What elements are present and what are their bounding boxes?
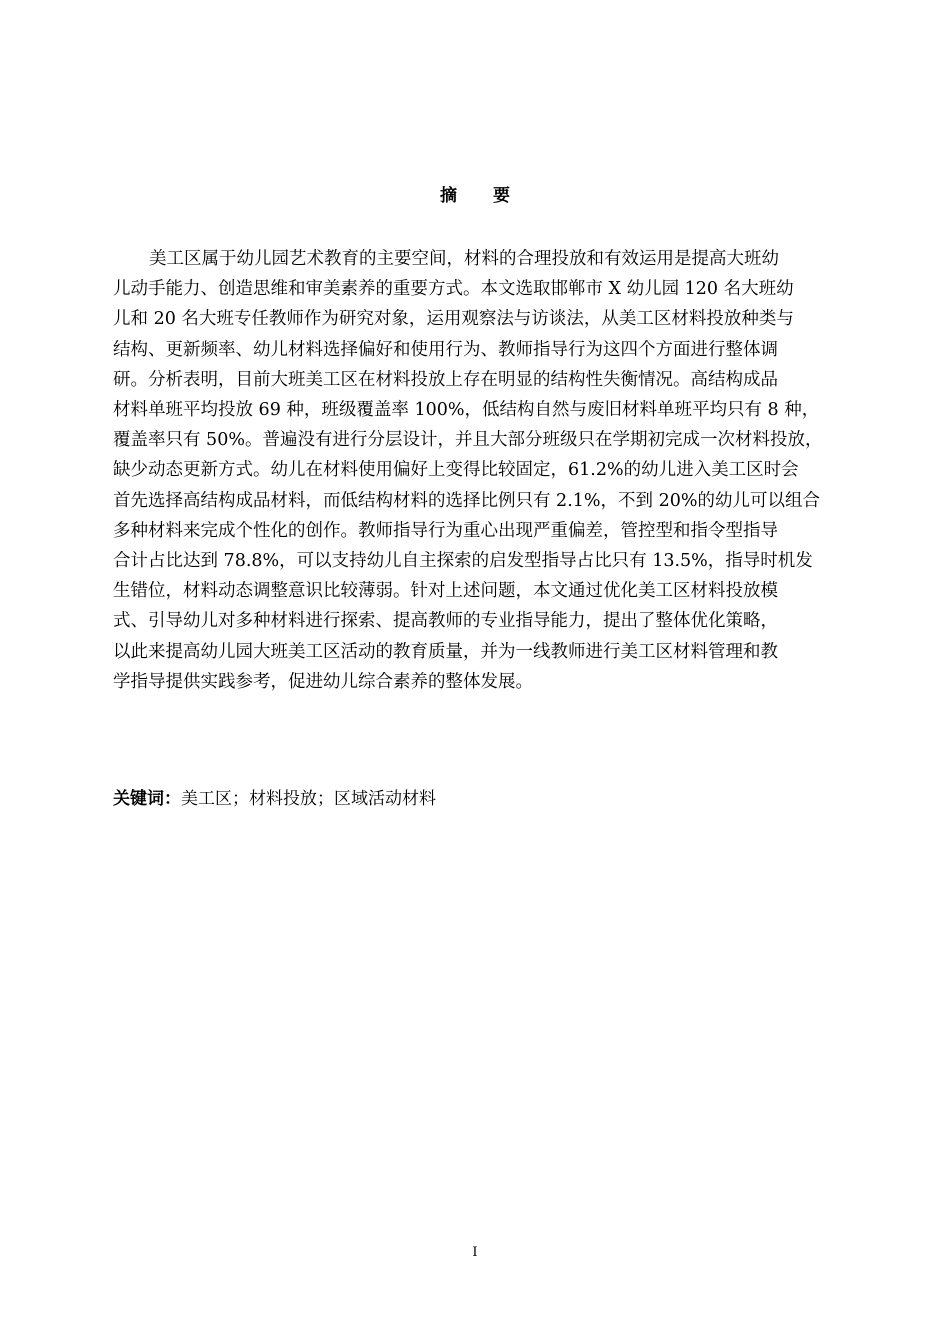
abstract-line: 式、引导幼儿对多种材料进行探索、提高教师的专业指导能力，提出了整体优化策略， (113, 611, 778, 632)
abstract-line: 材料单班平均投放 69 种，班级覆盖率 100%，低结构自然与废旧材料单班平均只有 8 种， (113, 400, 820, 421)
abstract-line: 结构、更新频率、幼儿材料选择偏好和使用行为、教师指导行为这四个方面进行整体调 (113, 339, 778, 360)
abstract-body (113, 244, 858, 697)
abstract-line: 儿动手能力、创造思维和审美素养的重要方式。本文选取邯郸市 X 幼儿园 120 名大班幼 (113, 279, 794, 300)
page-number: I (472, 1245, 478, 1260)
abstract-line: 研。分析表明，目前大班美工区在材料投放上存在明显的结构性失衡情况。高结构成品 (113, 369, 778, 390)
abstract-line: 生错位，材料动态调整意识比较薄弱。针对上述问题，本文通过优化美工区材料投放模 (113, 581, 778, 602)
abstract-line: 以此来提高幼儿园大班美工区活动的教育质量，并为一线教师进行美工区材料管理和教 (113, 641, 778, 662)
abstract-line: 覆盖率只有 50%。普遍没有进行分层设计，并且大部分班级只在学期初完成一次材料投放， (113, 430, 823, 451)
abstract-line: 儿和 20 名大班专任教师作为研究对象，运用观察法与访谈法，从美工区材料投放种类与 (113, 309, 794, 330)
keywords (113, 786, 858, 812)
keywords-label: 关键词： (113, 789, 181, 809)
abstract-line: 合计占比达到 78.8%，可以支持幼儿自主探索的启发型指导占比只有 13.5%，指导时机发 (113, 551, 813, 572)
abstract-line: 多种材料来完成个性化的创作。教师指导行为重心出现严重偏差，管控型和指令型指导 (113, 520, 778, 541)
abstract-line: 美工区属于幼儿园艺术教育的主要空间，材料的合理投放和有效运用是提高大班幼 (149, 249, 779, 269)
abstract-line: 学指导提供实践参考，促进幼儿综合素养的整体发展。 (113, 671, 533, 692)
abstract-title: 摘要 (440, 186, 546, 206)
abstract-line: 缺少动态更新方式。幼儿在材料使用偏好上变得比较固定，61.2%的幼儿进入美工区时会 (113, 460, 799, 481)
keywords-value: 美工区；材料投放；区域活动材料 (181, 789, 436, 809)
abstract-line: 首先选择高结构成品材料，而低结构材料的选择比例只有 2.1%，不到 20%的幼儿可以组合 (113, 490, 820, 511)
